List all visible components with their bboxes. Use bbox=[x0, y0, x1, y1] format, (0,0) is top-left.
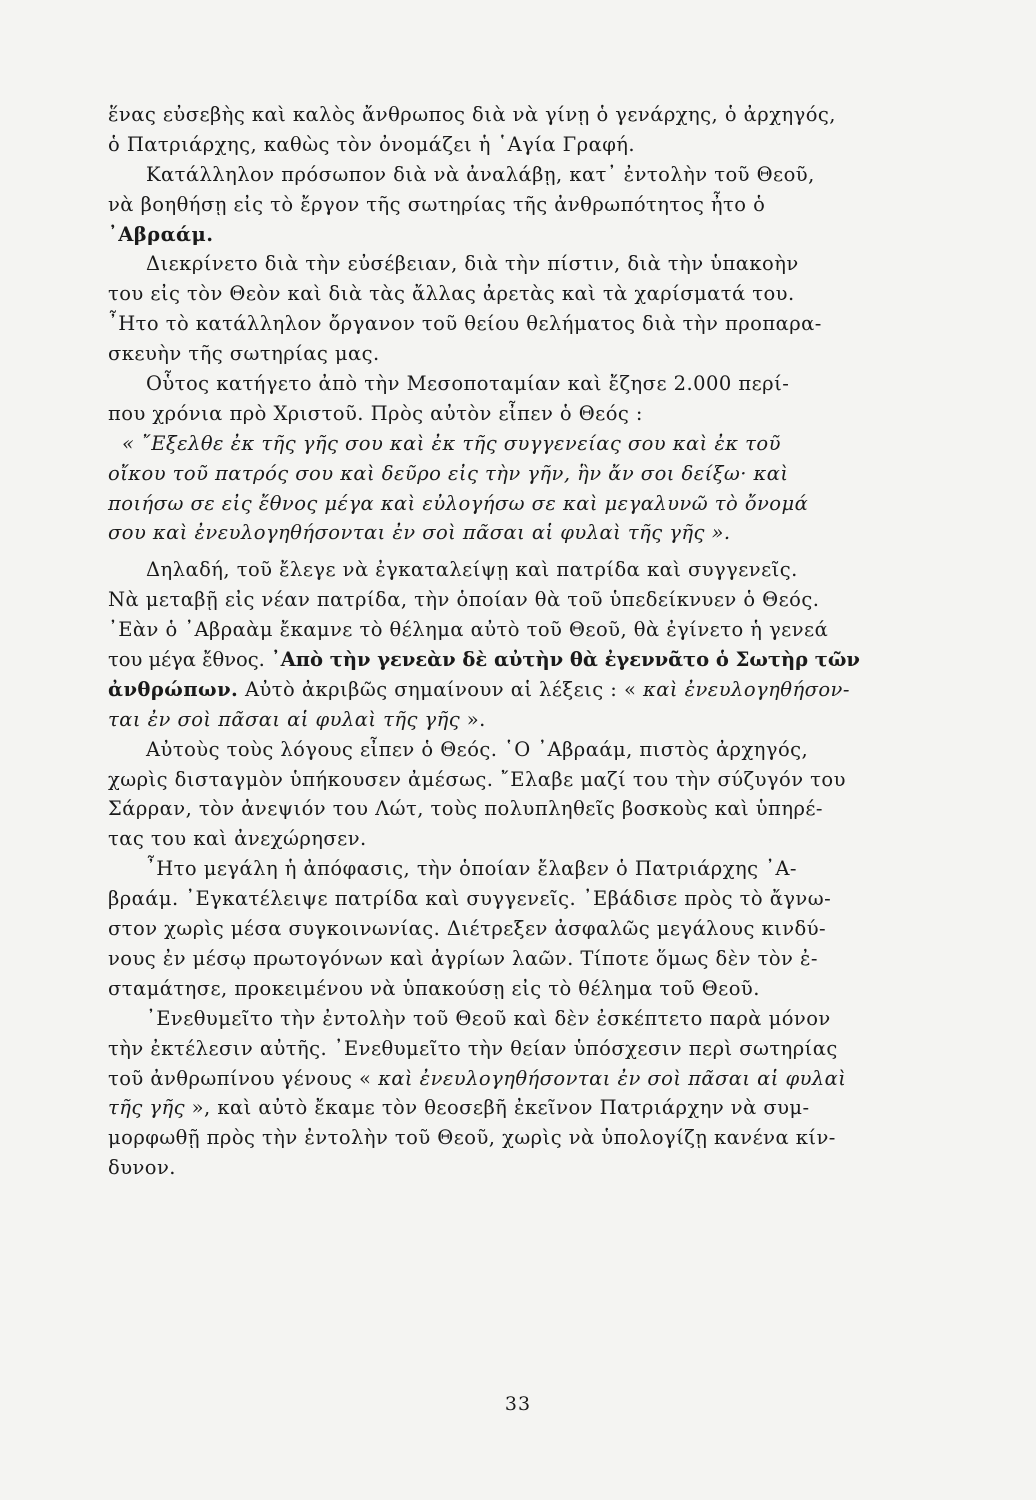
text-line: Σάρραν, τὸν ἀνεψιόν του Λώτ, τοὺς πολυπληθεῖς βοσκοὺς καὶ ὑπηρέ- bbox=[108, 797, 823, 821]
text-line: Κατάλληλον πρόσωπον διὰ νὰ ἀναλάβῃ, κατ᾽ ἐντολὴν τοῦ Θεοῦ, bbox=[146, 162, 815, 186]
text-line: του μέγα ἔθνος. ᾽Απὸ τὴν γενεὰν δὲ αὐτὴν θὰ ἐγεννᾶτο ὁ Σωτὴρ τῶν bbox=[108, 648, 860, 672]
text-line: τοῦ ἀνθρωπίνου γένους « καὶ ἐνευλογηθήσονται ἐν σοὶ πᾶσαι αἱ φυλαὶ bbox=[108, 1066, 847, 1090]
text-line: δυνον. bbox=[108, 1156, 176, 1180]
text-line: χωρὶς δισταγμὸν ὑπήκουσεν ἀμέσως. ῎Ελαβε μαζί του τὴν σύζυγόν του bbox=[108, 767, 846, 791]
text-line: βραάμ. ᾽Εγκατέλειψε πατρίδα καὶ συγγενεῖς. ᾽Εβάδισε πρὸς τὸ ἄγνω- bbox=[108, 887, 832, 911]
text-line: ᾽Εὰν ὁ ᾽Αβραὰμ ἔκαμνε τὸ θέλημα αὐτὸ τοῦ Θεοῦ, θὰ ἐγίνετο ἡ γενεά bbox=[108, 618, 829, 642]
text-line: που χρόνια πρὸ Χριστοῦ. Πρὸς αὐτὸν εἶπεν ὁ Θεός : bbox=[108, 401, 643, 425]
text-line: ᾽Ενεθυμεῖτο τὴν ἐντολὴν τοῦ Θεοῦ καὶ δὲν ἐσκέπτετο παρὰ μόνον bbox=[146, 1006, 831, 1030]
quote-line: ποιήσω σε εἰς ἔθνος μέγα καὶ εὐλογήσω σε καὶ μεγαλυνῶ τὸ ὄνομά bbox=[108, 491, 809, 515]
text-line: ἀνθρώπων. Αὐτὸ ἀκριβῶς σημαίνουν αἱ λέξεις : « καὶ ἐνευλογηθήσον- bbox=[108, 677, 850, 701]
text-line: τας του καὶ ἀνεχώρησεν. bbox=[108, 827, 367, 851]
text-line: σταμάτησε, προκειμένου νὰ ὑπακούσῃ εἰς τὸ θέλημα τοῦ Θεοῦ. bbox=[108, 976, 760, 1000]
text-line: ἕνας εὐσεβὴς καὶ καλὸς ἄνθρωπος διὰ νὰ γίνῃ ὁ γενάρχης, ὁ ἀρχηγός, bbox=[108, 103, 836, 126]
text-line: τὴν ἐκτέλεσιν αὐτῆς. ᾽Ενεθυμεῖτο τὴν θείαν ὑπόσχεσιν περὶ σωτηρίας bbox=[108, 1036, 838, 1060]
text-line: Οὗτος κατήγετο ἀπὸ τὴν Μεσοποταμίαν καὶ ἔζησε 2.000 περί- bbox=[146, 372, 790, 396]
text-line: ὁ Πατριάρχης, καθὼς τὸν ὀνομάζει ἡ ῾Αγία Γραφή. bbox=[108, 132, 636, 156]
text-line: νους ἐν μέσῳ πρωτογόνων καὶ ἀγρίων λαῶν. Τίποτε ὅμως δὲν τὸν ἐ- bbox=[108, 946, 818, 970]
text-line: ῏Ητο μεγάλη ἡ ἀπόφασις, τὴν ὁποίαν ἔλαβεν ὁ Πατριάρχης ᾽Α- bbox=[146, 857, 797, 881]
quote-line: « ῎Εξελθε ἐκ τῆς γῆς σου καὶ ἐκ τῆς συγγενείας σου καὶ ἐκ τοῦ bbox=[122, 431, 781, 455]
quote-line: οἴκου τοῦ πατρός σου καὶ δεῦρο εἰς τὴν γῆν, ἣν ἄν σοι δείξω· καὶ bbox=[108, 461, 789, 485]
text-line: στον χωρὶς μέσα συγκοινωνίας. Διέτρεξεν ἀσφαλῶς μεγάλους κινδύ- bbox=[108, 917, 827, 941]
text-line: Διεκρίνετο διὰ τὴν εὐσέβειαν, διὰ τὴν πίστιν, διὰ τὴν ὑπακοὴν bbox=[146, 252, 799, 276]
text-line: μορφωθῇ πρὸς τὴν ἐντολὴν τοῦ Θεοῦ, χωρὶς νὰ ὑπολογίζῃ κανένα κίν- bbox=[108, 1126, 836, 1150]
page-number: 33 bbox=[504, 1393, 532, 1415]
text-line: του εἰς τὸν Θεὸν καὶ διὰ τὰς ἄλλας ἀρετὰς καὶ τὰ χαρίσματά του. bbox=[108, 282, 795, 306]
page-text bbox=[108, 100, 860, 1183]
text-line: Αὐτοὺς τοὺς λόγους εἶπεν ὁ Θεός. ῾Ο ᾽Αβραάμ, πιστὸς ἀρχηγός, bbox=[146, 737, 809, 761]
quote-line: σου καὶ ἐνευλογηθήσονται ἐν σοὶ πᾶσαι αἱ φυλαὶ τῆς γῆς ». bbox=[108, 521, 731, 545]
text-line: νὰ βοηθήσῃ εἰς τὸ ἔργον τῆς σωτηρίας τῆς ἀνθρωπότητος ἦτο ὁ bbox=[108, 192, 766, 216]
text-line: σκευὴν τῆς σωτηρίας μας. bbox=[108, 342, 380, 366]
text-line: ῏Ητο τὸ κατάλληλον ὄργανον τοῦ θείου θελήματος διὰ τὴν προπαρα- bbox=[108, 312, 822, 336]
text-line: ται ἐν σοὶ πᾶσαι αἱ φυλαὶ τῆς γῆς ». bbox=[108, 707, 486, 731]
text-line: ᾽Αβραάμ. bbox=[108, 222, 214, 246]
text-line: Νὰ μεταβῇ εἰς νέαν πατρίδα, τὴν ὁποίαν θὰ τοῦ ὑπεδείκνυεν ὁ Θεός. bbox=[108, 588, 820, 612]
text-line: Δηλαδή, τοῦ ἔλεγε νὰ ἐγκαταλείψῃ καὶ πατρίδα καὶ συγγενεῖς. bbox=[146, 558, 798, 582]
text-line: τῆς γῆς », καὶ αὐτὸ ἔκαμε τὸν θεοσεβῆ ἐκεῖνον Πατριάρχην νὰ συμ- bbox=[108, 1096, 810, 1120]
